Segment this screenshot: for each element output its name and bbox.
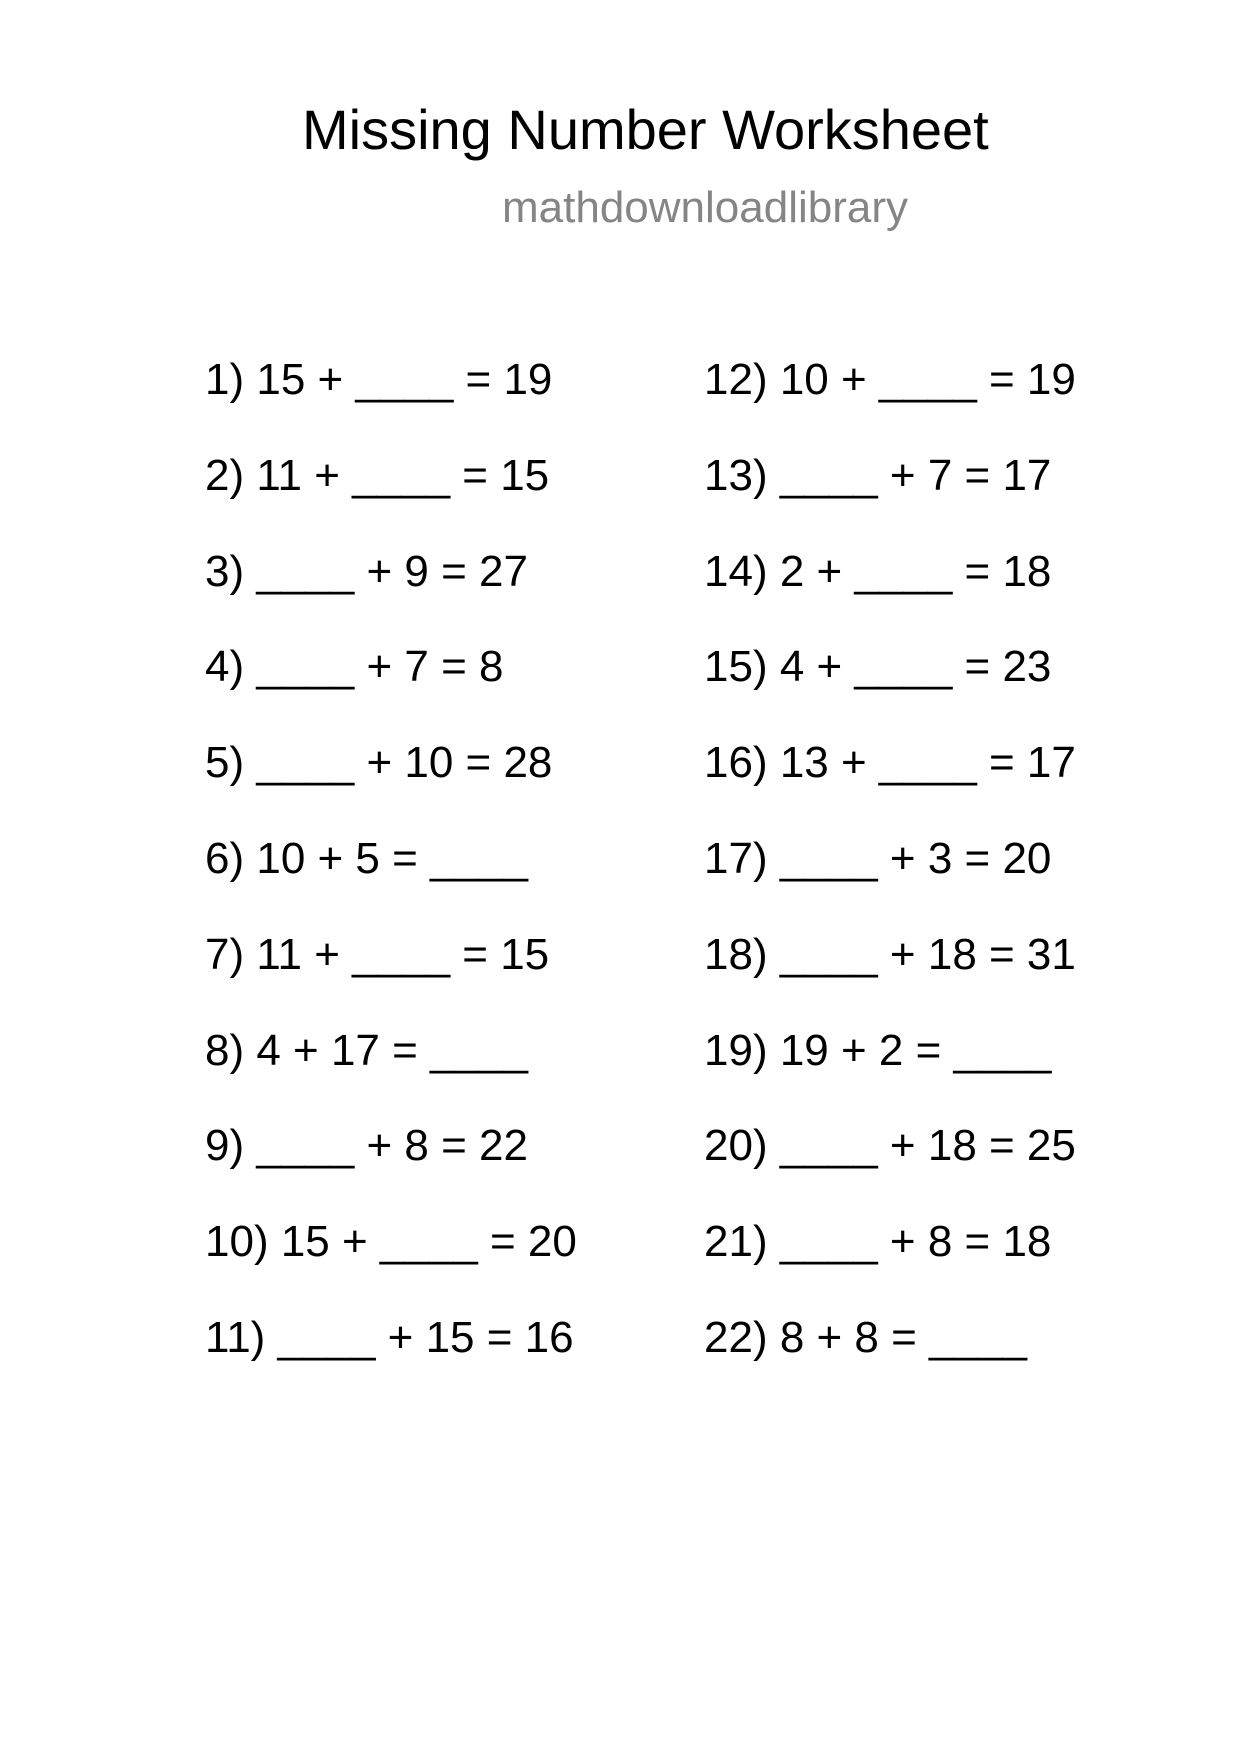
problem-12: 12) 10 + ____ = 19 — [704, 355, 1076, 404]
problem-5: 5) ____ + 10 = 28 — [205, 738, 553, 787]
problem-9: 9) ____ + 8 = 22 — [205, 1121, 528, 1170]
problem-2: 2) 11 + ____ = 15 — [205, 451, 550, 500]
problem-8: 8) 4 + 17 = ____ — [205, 1026, 528, 1075]
problem-21: 21) ____ + 8 = 18 — [704, 1217, 1052, 1266]
problem-19: 19) 19 + 2 = ____ — [704, 1026, 1052, 1075]
problem-11: 11) ____ + 15 = 16 — [205, 1313, 574, 1362]
problem-7: 7) 11 + ____ = 15 — [205, 930, 550, 979]
page-subtitle: mathdownloadlibrary — [502, 183, 908, 232]
problem-20: 20) ____ + 18 = 25 — [704, 1121, 1076, 1170]
problem-10: 10) 15 + ____ = 20 — [205, 1217, 577, 1266]
problem-4: 4) ____ + 7 = 8 — [205, 642, 504, 691]
page-title: Missing Number Worksheet — [302, 98, 989, 161]
problem-16: 16) 13 + ____ = 17 — [704, 738, 1076, 787]
problem-6: 6) 10 + 5 = ____ — [205, 834, 528, 883]
problem-13: 13) ____ + 7 = 17 — [704, 451, 1052, 500]
problem-15: 15) 4 + ____ = 23 — [704, 642, 1052, 691]
problem-18: 18) ____ + 18 = 31 — [704, 930, 1076, 979]
problem-22: 22) 8 + 8 = ____ — [704, 1313, 1027, 1362]
problem-14: 14) 2 + ____ = 18 — [704, 547, 1052, 596]
problem-3: 3) ____ + 9 = 27 — [205, 547, 528, 596]
problem-17: 17) ____ + 3 = 20 — [704, 834, 1052, 883]
problem-1: 1) 15 + ____ = 19 — [205, 355, 553, 404]
